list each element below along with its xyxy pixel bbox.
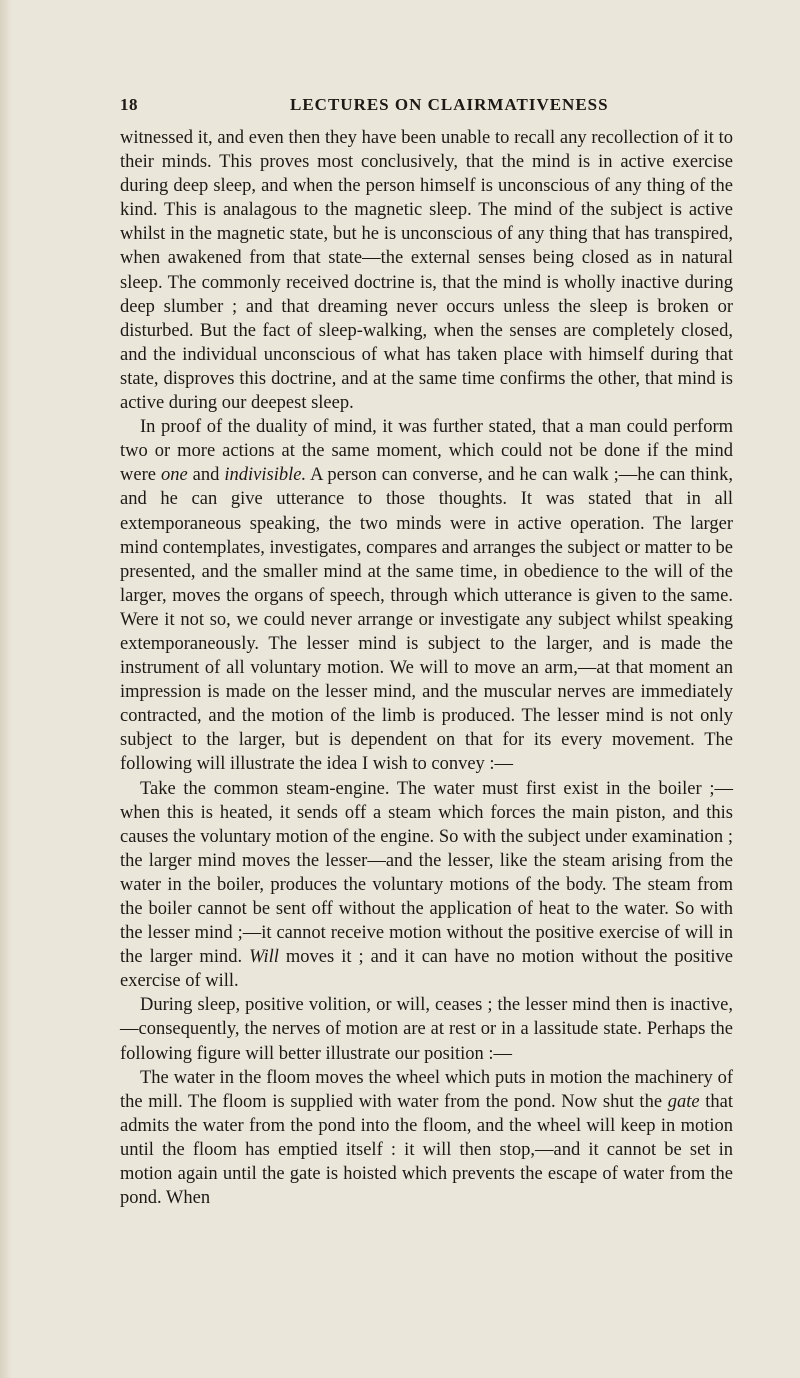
page-number: 18 bbox=[120, 95, 138, 114]
text-span: moves it ; and it can have no motion without the positive exercise of will. bbox=[120, 947, 733, 992]
text-span: During sleep, positive volition, or will, ceases ; the lesser mind then is inactive,—consequently, the nerves of motion are at rest or in a lassitude state. Perhaps the following figure will better illustrate our position :— bbox=[120, 995, 733, 1064]
text-span: In proof of the duality of mind, it was further stated, that a man could perform two or more actions at the same moment, which could not be done if the mind were bbox=[120, 417, 733, 486]
text-span: The water in the floom moves the wheel which puts in motion the machinery of the mill. The floom is supplied with water from the pond. Now shut the bbox=[120, 1067, 733, 1112]
paragraph bbox=[120, 415, 733, 776]
paragraph bbox=[120, 1066, 733, 1211]
text-span: witnessed it, and even then they have been unable to recall any recollection of it to their minds. This proves most conclusively, that the mind is in active exercise during deep sleep, and when the person himself is unconscious of any thing of the kind. This is analagous to the magnetic sleep. The mind of the subject is active whilst in the magnetic state, but he is unconscious of any thing that has transpired, when awakened from that state—the external senses being closed as in natural sleep. The commonly received doctrine is, that the mind is wholly inactive during deep slumber ; and that dreaming never occurs unless the sleep is broken or disturbed. But the fact of sleep-walking, when the senses are completely closed, and the individual unconscious of what has taken place with himself during that state, disproves this doctrine, and at the same time confirms the other, that mind is active during our deepest sleep. bbox=[120, 128, 733, 414]
italic-text: one bbox=[160, 465, 188, 486]
page-edge-shadow bbox=[0, 0, 12, 1378]
italic-text: gate bbox=[667, 1091, 700, 1112]
italic-text: Will bbox=[249, 947, 279, 968]
text-span: A person can converse, and he can walk ;—he can think, and he can give utterance to those thoughts. It was stated that in all extemporaneous speaking, the two minds were in active operation. The larger mind contemplates, investigates, compares and arranges the subject or matter to be presented, and the smaller mind at the same time, in obedience to the will of the larger, moves the organs of speech, through which utterance is given to the same. Were it not so, we could never arrange or investigate any subject whilst speaking extemporaneously. The lesser mind is subject to the larger, and is made the instrument of all voluntary motion. We will to move an arm,—at that moment an impression is made on the lesser mind, and the muscular nerves are immediately contracted, and the motion of the limb is produced. The lesser mind is not only subject to the larger, but is dependent on that for its every movement. The following will illustrate the idea I wish to convey :— bbox=[120, 465, 733, 775]
paragraph bbox=[120, 777, 733, 994]
running-title: LECTURES ON CLAIRMATIVENESS bbox=[290, 95, 609, 114]
paragraph bbox=[120, 126, 733, 415]
text-span: that admits the water from the pond into the floom, and the wheel will keep in motion until the floom has emptied itself : it will then stop,—and it cannot be set in motion again until the gate is hoisted which prevents the escape of water from the pond. When bbox=[120, 1091, 733, 1209]
page-header bbox=[120, 95, 720, 121]
body-text bbox=[120, 126, 733, 1210]
paragraph bbox=[120, 993, 733, 1065]
text-span: Take the common steam-engine. The water must first exist in the boiler ;—when this is heated, it sends off a steam which forces the main piston, and this causes the voluntary motion of the engine. So with the subject under examination ; the larger mind moves the lesser—and the lesser, like the steam arising from the water in the boiler, produces the voluntary motions of the body. The steam from the boiler cannot be sent off without the application of heat to the water. So with the lesser mind ;—it cannot receive motion without the positive exercise of will in the larger mind. bbox=[120, 778, 733, 968]
text-span: and bbox=[187, 465, 225, 486]
italic-text: indivisible. bbox=[224, 465, 307, 486]
